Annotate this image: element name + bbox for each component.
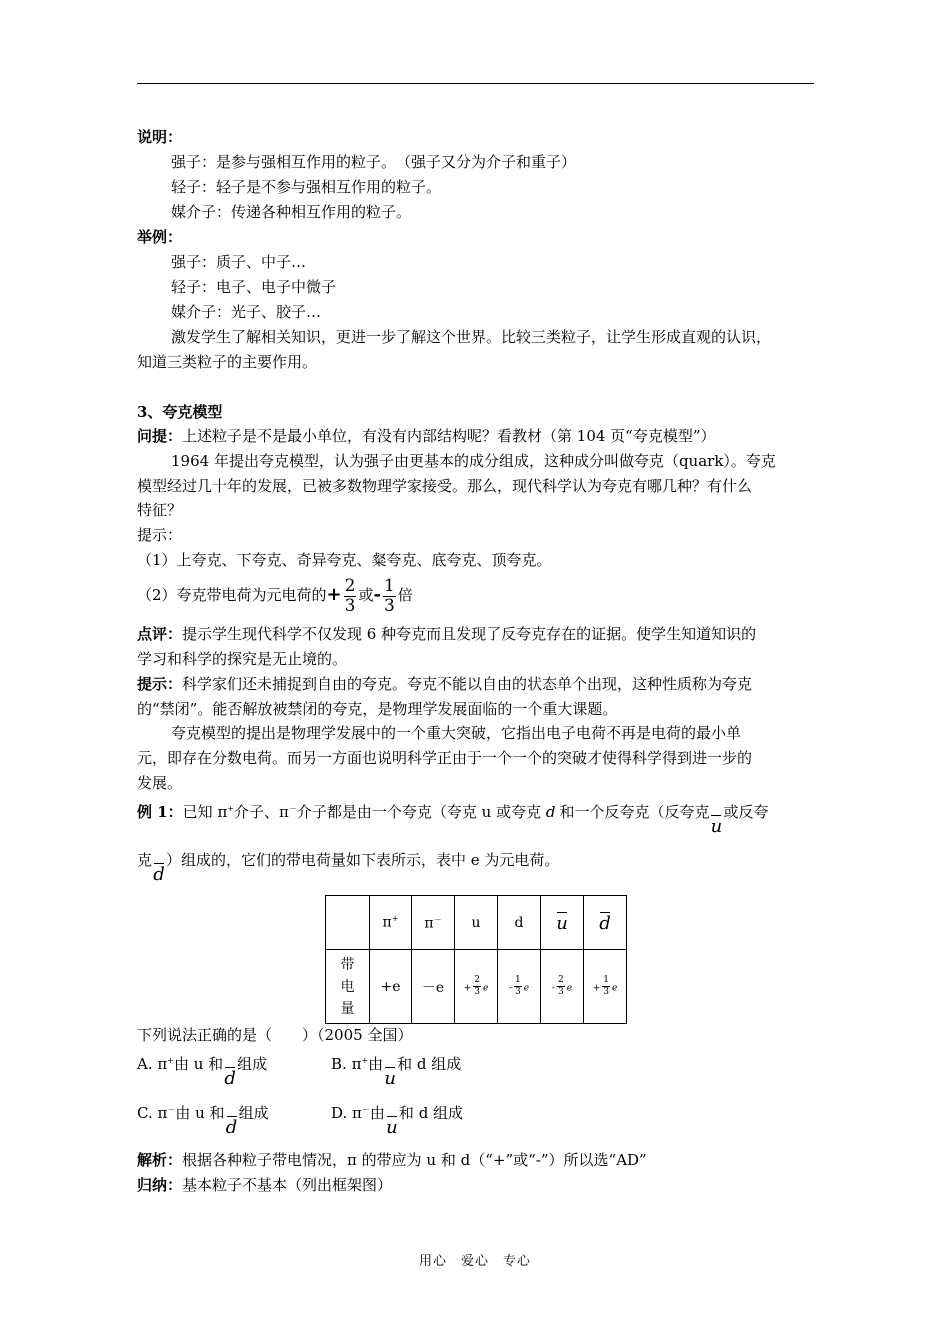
section-title: 3、夸克模型 <box>137 403 223 421</box>
header-d-bar: d <box>584 896 627 950</box>
example1-line1: 例 1：已知 π+介子、π－介子都是由一个夸克（夸克 u 或夸克 d 和一个反夸克（反夸克 u 或反夸 <box>137 803 769 837</box>
header-d: d <box>498 896 541 950</box>
fraction-one-third: $\frac{1}{3}$ <box>383 575 395 616</box>
tip-line2: 的“禁闭”。能否解放被禁闭的夸克，是物理学发展面临的一个重大课题。 <box>137 700 618 718</box>
p1-line2: 模型经过几十年的发展，已被多数物理学家接受。那么，现代科学认为夸克有哪几种？有什么 <box>137 477 753 495</box>
hint-label: 提示： <box>137 526 183 544</box>
tip-label: 提示： <box>137 675 183 693</box>
option-c: C. π－由 u 和 d 组成 <box>137 1104 269 1138</box>
charge-u: + $\frac{2}{3}$ e <box>455 950 498 1024</box>
hint-2: （2）夸克带电荷为元电荷的+ $\frac{2}{3}$ 或- $\frac{1}{3}$ 倍 <box>137 575 413 616</box>
explain-lepton: 轻子：轻子是不参与强相互作用的粒子。 <box>171 178 442 196</box>
header-rule <box>137 83 814 84</box>
question-stem: 下列说法正确的是（ ）（2005 全国） <box>137 1026 413 1044</box>
charge-table <box>325 895 627 1024</box>
row-label-charge: 带 电 量 <box>326 950 370 1024</box>
comment-line1: 点评：提示学生现代科学不仅发现 6 种夸克而且发现了反夸克存在的证据。使学生知道知识的 <box>137 625 757 643</box>
example1-line2: 克 d ）组成的，它们的带电荷量如下表所示，表中 e 为元电荷。 <box>137 851 560 885</box>
explain-hadron: 强子：是参与强相互作用的粒子。 （强子又分为介子和重子） <box>171 153 577 171</box>
tip-line1: 提示：科学家们还未捕捉到自由的夸克。夸克不能以自由的状态单个出现，这种性质称为夸克 <box>137 675 753 693</box>
p2-line2: 元，即存在分数电荷。而另一方面也说明科学正由于一个一个的突破才使得科学得到进一步的 <box>137 749 753 767</box>
example-hadron: 强子：质子、中子… <box>171 253 307 271</box>
analysis-label: 解析： <box>137 1151 183 1169</box>
charge-pi-plus: +e <box>370 950 412 1024</box>
table-charge-row <box>326 950 627 1024</box>
option-b: B. π+由 u 和 d 组成 <box>331 1055 462 1089</box>
example-mediator: 媒介子：光子、胶子… <box>171 303 322 321</box>
summary-line: 归纳：基本粒子不基本（列出框架图） <box>137 1176 393 1194</box>
table-header-row <box>326 896 627 950</box>
p1-line3: 特征？ <box>137 501 183 519</box>
d-bar-symbol: d <box>153 863 165 885</box>
question-text: 上述粒子是不是最小单位，有没有内部结构呢？看教材（第 104 页“夸克模型”） <box>182 427 716 445</box>
table-corner-cell <box>326 896 370 950</box>
explain-mediator: 媒介子：传递各种相互作用的粒子。 <box>171 203 412 221</box>
example-paragraph-line1: 激发学生了解相关知识，更进一步了解这个世界。比较三类粒子，让学生形成直观的认识， <box>171 328 772 346</box>
analysis-line: 解析：根据各种粒子带电情况，π 的带应为 u 和 d（“+”或“-”）所以选“AD” <box>137 1151 647 1169</box>
explain-heading: 说明： <box>137 128 183 146</box>
examples-heading: 举例： <box>137 228 183 246</box>
charge-pi-minus: －e <box>412 950 455 1024</box>
charge-u-bar: - $\frac{2}{3}$ e <box>541 950 584 1024</box>
header-pi-plus: π+ <box>370 896 412 950</box>
question-line <box>137 426 716 446</box>
charge-d: - $\frac{1}{3}$ e <box>498 950 541 1024</box>
hint-1: （1）上夸克、下夸克、奇异夸克、粲夸克、底夸克、顶夸克。 <box>137 551 552 569</box>
p2-line1: 夸克模型的提出是物理学发展中的一个重大突破，它指出电子电荷不再是电荷的最小单 <box>171 724 742 742</box>
header-pi-minus: π－ <box>412 896 455 950</box>
charge-d-bar: + $\frac{1}{3}$ e <box>584 950 627 1024</box>
question-label: 问提： <box>137 427 183 445</box>
header-u: u <box>455 896 498 950</box>
p1-line1: 1964 年提出夸克模型，认为强子由更基本的成分组成，这种成分叫做夸克（quark）。夸克 <box>171 452 776 470</box>
option-d: D. π－由 u 和 d 组成 <box>331 1104 464 1138</box>
page-footer: 用心 爱心 专心 <box>418 1254 531 1269</box>
fraction-two-thirds: $\frac{2}{3}$ <box>344 575 356 616</box>
comment-label: 点评： <box>137 625 183 643</box>
example-lepton: 轻子：电子、电子中微子 <box>171 278 337 296</box>
summary-label: 归纳： <box>137 1176 183 1194</box>
comment-line2: 学习和科学的探究是无止境的。 <box>137 650 348 668</box>
example-paragraph-line2: 知道三类粒子的主要作用。 <box>137 353 318 371</box>
u-bar-symbol: u <box>710 815 723 837</box>
option-a: A. π+由 u 和 d 组成 <box>137 1055 268 1089</box>
example1-label: 例 1： <box>137 803 183 821</box>
p2-line3: 发展。 <box>137 774 183 792</box>
header-u-bar: u <box>541 896 584 950</box>
